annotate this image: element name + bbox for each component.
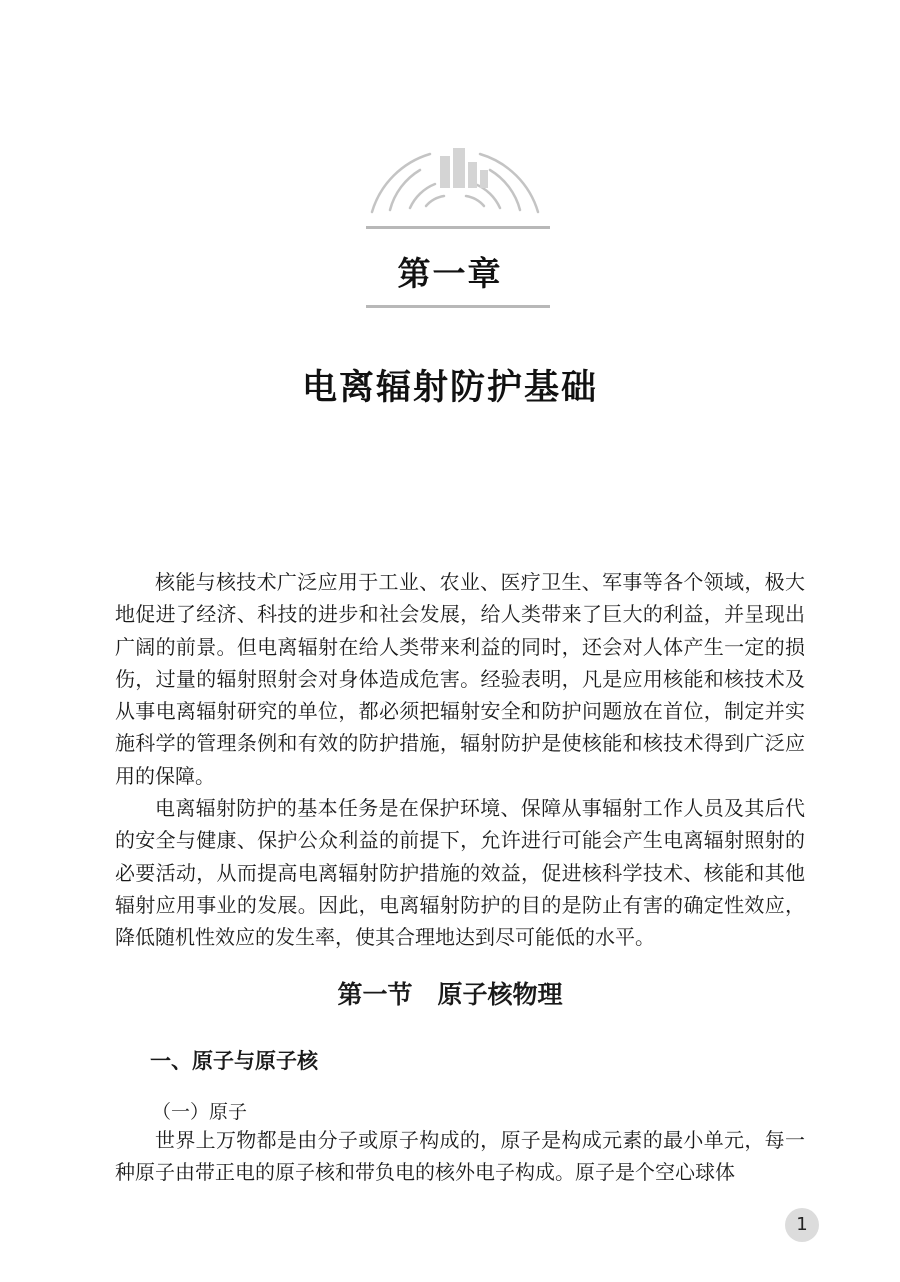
intro-text	[115, 566, 805, 954]
atom-paragraph: 世界上万物都是由分子或原子构成的，原子是构成元素的最小单元，每一种原子由带正电的原子核和带负电的核外电子构成。原子是个空心球体	[115, 1128, 805, 1185]
page-number-badge: 1	[785, 1208, 819, 1242]
chapter-title: 电离辐射防护基础	[301, 368, 598, 408]
subsection-title: 一、原子与原子核	[150, 1049, 318, 1073]
chapter-number: 第一章	[397, 254, 503, 293]
intro-paragraph: 电离辐射防护的基本任务是在保护环境、保障从事辐射工作人员及其后代的安全与健康、保护公众利益的前提下，允许进行可能会产生电离辐射照射的必要活动，从而提高电离辐射防护措施的效益，促进核科学技术、核能和其他辐射应用事业的发展。因此，电离辐射防护的目的是防止有害的确定性效应，降低随机性效应的发生率，使其合理地达到尽可能低的水平。	[115, 796, 805, 950]
atom-text	[115, 1124, 805, 1189]
intro-paragraph: 核能与核技术广泛应用于工业、农业、医疗卫生、军事等各个领域，极大地促进了经济、科技的进步和社会发展，给人类带来了巨大的利益，并呈现出广阔的前景。但电离辐射在给人类带来利益的同时，还会对人体产生一定的损伤，过量的辐射照射会对身体造成危害。经验表明，凡是应用核能和核技术及从事电离辐射研究的单位，都必须把辐射安全和防护问题放在首位，制定并实施科学的管理条例和有效的防护措施，辐射防护是使核能和核技术得到广泛应用的保障。	[115, 570, 805, 788]
chapter-rule-bottom	[366, 305, 550, 308]
chapter-rule-top	[366, 226, 550, 229]
section-title: 第一节 原子核物理	[337, 980, 563, 1009]
chapter-ornament-icon	[360, 140, 550, 220]
subsubsection-title: （一）原子	[152, 1101, 248, 1123]
